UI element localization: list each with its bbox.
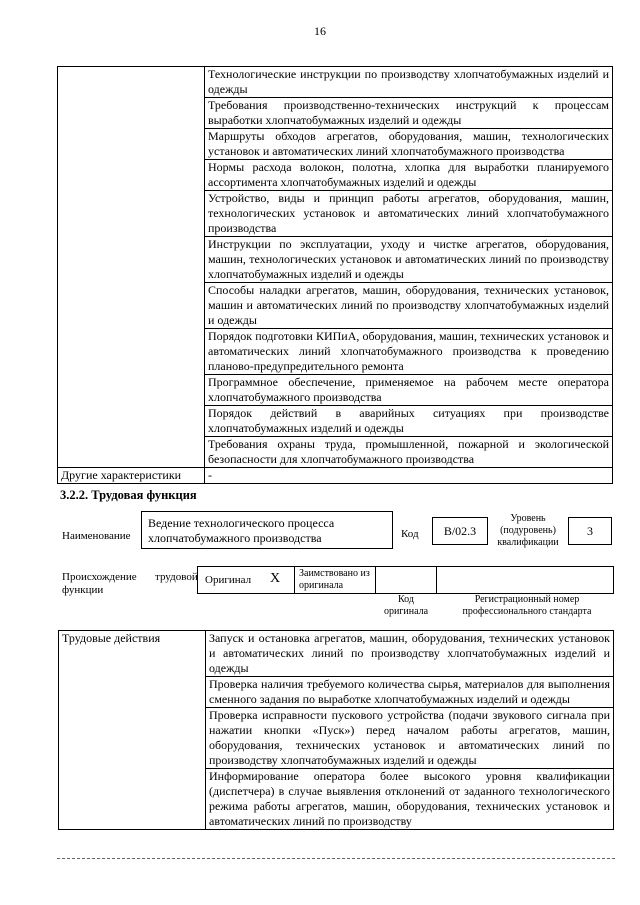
name-value: Ведение технологического процесса хлопчатобумажного производства (141, 511, 393, 549)
knowledge-item: Порядок подготовки КИПиА, оборудования, машин, технических установок и автоматических линий хлопчатобумажного производства к проведению планово-предупредительного ремонта (205, 329, 613, 375)
knowledge-item: Нормы расхода волокон, полотна, хлопка для выработки планируемого ассортимента хлопчатобумажных изделий и одежды (205, 160, 613, 191)
code-label: Код (401, 528, 419, 540)
knowledge-item: Технологические инструкции по производству хлопчатобумажных изделий и одежды (205, 67, 613, 98)
original-cell (197, 566, 295, 594)
knowledge-item: Маршруты обходов агрегатов, оборудования, машин, технологических установок и автоматических линий хлопчатобумажного производства (205, 129, 613, 160)
action-item: Проверка наличия требуемого количества сырья, материалов для выполнения сменного задания по выработке хлопчатобумажных изделий и одежды (206, 677, 614, 708)
table-row (58, 468, 613, 484)
knowledge-item: Порядок действий в аварийных ситуациях при производстве хлопчатобумажных изделий и одежды (205, 406, 613, 437)
knowledge-item: Требования охраны труда, промышленной, пожарной и экологической безопасности для хлопчатобумажного производства (205, 437, 613, 468)
origin-label-1: Происхождение (62, 571, 137, 583)
row-label-empty (58, 67, 205, 468)
table-row (59, 631, 614, 677)
level-value: 3 (568, 517, 612, 545)
other-label: Другие характеристики (58, 468, 205, 484)
code-value: B/02.3 (432, 517, 488, 545)
reg-num-box (436, 566, 614, 594)
code-orig-label: Код оригинала (383, 594, 429, 617)
borrowed-label: Заимствовано из оригинала (299, 568, 370, 591)
code-orig-box (375, 566, 437, 594)
knowledge-item: Программное обеспечение, применяемое на рабочем месте оператора хлопчатобумажного производства (205, 375, 613, 406)
action-item: Проверка исправности пускового устройства (подачи звукового сигнала при нажатии кнопки «Пуск») перед началом работы агрегатов, машин, оборудования, технических установок и автоматических линий по производству хлопчатобумажных изделий и одежды (206, 708, 614, 769)
original-label: Оригинал (205, 574, 252, 586)
name-label: Наименование (62, 530, 131, 542)
original-mark: X (270, 571, 281, 586)
knowledge-item: Способы наладки агрегатов, машин, оборудования, технических установок, машин и автоматических линий по производству хлопчатобумажных изделий и одежды (205, 283, 613, 329)
other-value: - (205, 468, 613, 484)
actions-table (58, 630, 614, 830)
action-item: Информирование оператора более высокого уровня квалификации (диспетчера) в случае выявления отклонений от заданного технологического режима работы агрегатов, машин, оборудования, технических установок и автоматических линий по производству (206, 769, 614, 830)
knowledge-table (57, 66, 613, 484)
reg-num-label: Регистрационный номер профессионального стандарта (462, 594, 592, 617)
actions-label: Трудовые действия (59, 631, 206, 830)
table-row (58, 67, 613, 98)
action-item: Запуск и остановка агрегатов, машин, оборудования, технических установок и автоматических линий по производству хлопчатобумажных изделий и одежды (206, 631, 614, 677)
borrowed-cell (294, 566, 376, 594)
page-number: 16 (314, 24, 326, 38)
knowledge-item: Инструкции по эксплуатации, уходу и чистке агрегатов, оборудования, машин, технологических установок и автоматических линий по производству хлопчатобумажных изделий и одежды (205, 237, 613, 283)
knowledge-item: Устройство, виды и принцип работы агрегатов, оборудования, машин, технологических установок и автоматических линий хлопчатобумажного производства (205, 191, 613, 237)
section-title: 3.2.2. Трудовая функция (60, 488, 197, 502)
origin-label-3: функции (62, 584, 104, 596)
origin-label-2: трудовой (155, 571, 198, 583)
knowledge-item: Требования производственно-технических инструкций к процессам выработки хлопчатобумажных изделий и одежды (205, 98, 613, 129)
level-label: Уровень (подуровень) квалификации (497, 513, 559, 548)
page-bottom-rule (57, 858, 615, 859)
